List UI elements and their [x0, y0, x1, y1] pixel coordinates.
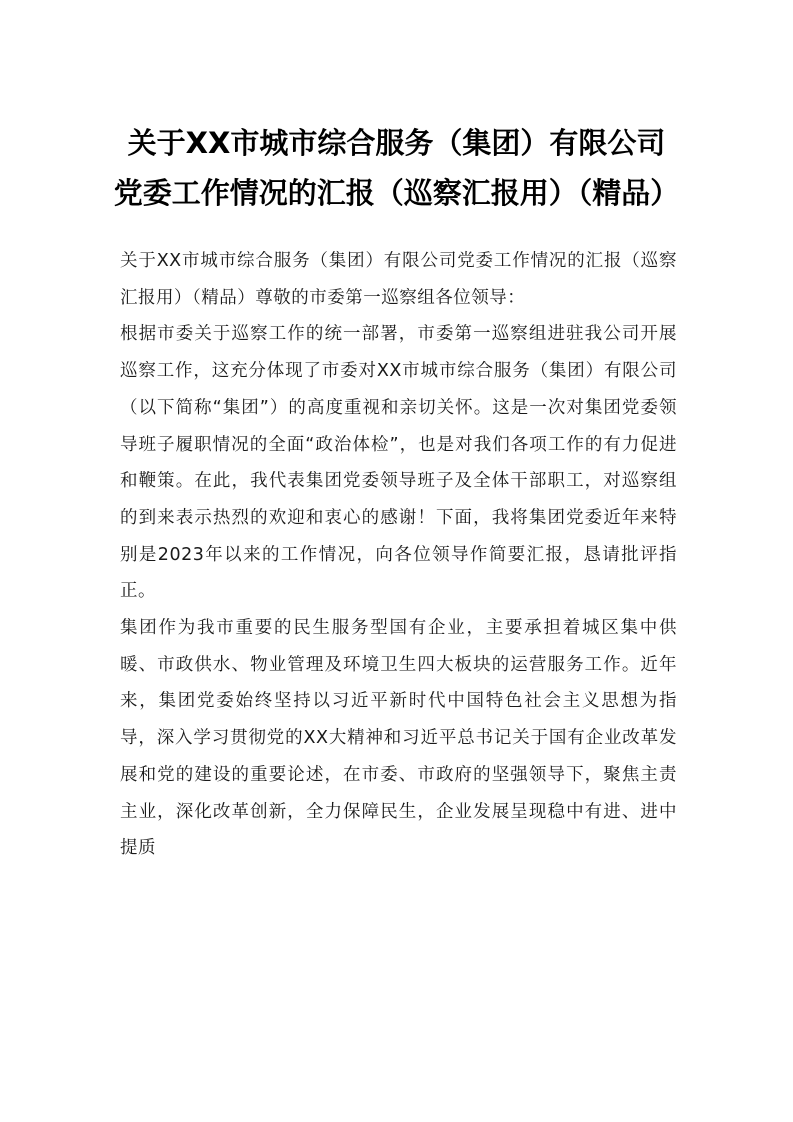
- document-title: [60, 118, 733, 218]
- paragraph-overview: 集团作为我市重要的民生服务型国有企业，主要承担着城区集中供暖、市政供水、物业管理及环境卫生四大板块的运营服务工作。近年来，集团党委始终坚持以习近平新时代中国特色社会主义思想为指导，深入学习贯彻党的XX大精神和习近平总书记关于国有企业改革发展和党的建设的重要论述，在市委、市政府的坚强领导下，聚焦主责主业，深化改革创新，全力保障民生，企业发展呈现稳中有进、进中提质: [120, 618, 677, 859]
- paragraph-introduction: 根据市委关于巡察工作的统一部署，市委第一巡察组进驻我公司开展巡察工作，这充分体现了市委对XX市城市综合服务（集团）有限公司（以下简称“集团”）的高度重视和亲切关怀。这是一次对集团党委领导班子履职情况的全面“政治体检”，也是对我们各项工作的有力促进和鞭策。在此，我代表集团党委领导班子及全体干部职工，对巡察组的到来表示热烈的欢迎和衷心的感谢！下面，我将集团党委近年来特别是2023年以来的工作情况，向各位领导作简要汇报，恳请批评指正。: [120, 324, 677, 602]
- title-line-2: 党委工作情况的汇报（巡察汇报用）（精品）: [113, 176, 680, 210]
- document-body: [120, 243, 677, 867]
- paragraph-salutation: 关于XX市城市综合服务（集团）有限公司党委工作情况的汇报（巡察汇报用）（精品）尊敬的市委第一巡察组各位领导：: [120, 251, 677, 308]
- title-line-1: 关于XX市城市综合服务（集团）有限公司: [127, 126, 666, 160]
